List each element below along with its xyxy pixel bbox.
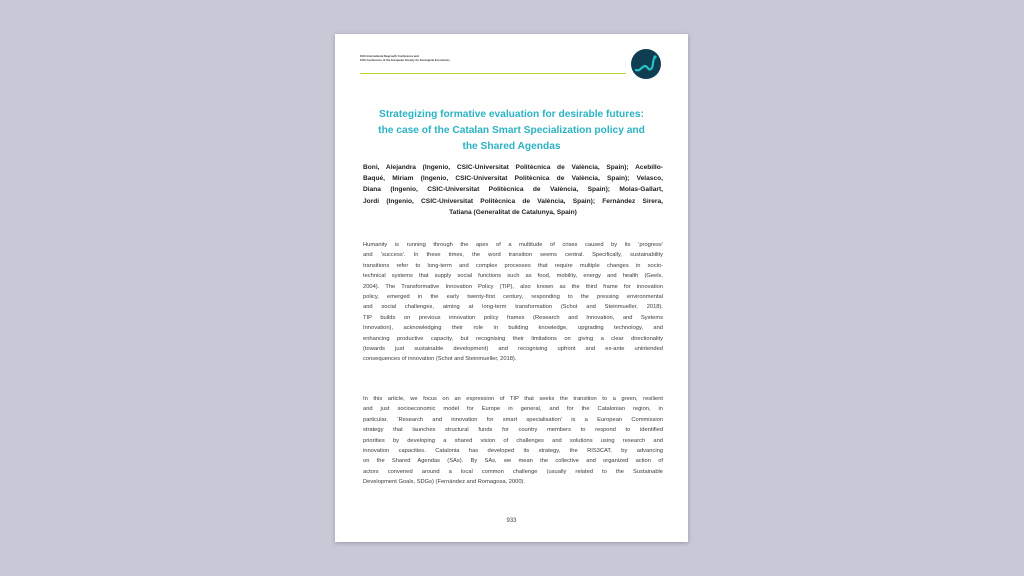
title-line: Strategizing formative evaluation for desirable futures:	[379, 109, 644, 120]
text-line: enhancing productive capacity, but recognising their limitations on giving a clear directionality	[363, 335, 663, 342]
conference-header	[360, 54, 660, 62]
title-line: the Shared Agendas	[462, 141, 561, 152]
text-line: consequences of innovation (Schot and Steinmueller, 2018).	[363, 356, 517, 363]
text-line: on the Shared Agendas (SAs). By SAs, we mean the collective and organized action of	[363, 458, 663, 465]
title-line: the case of the Catalan Smart Specialization policy and	[378, 125, 645, 136]
text-line: TIP builds on previous innovation policy frames (Research and Innovation, and Systems	[363, 314, 663, 321]
author-line: Tatiana (Generalitat de Catalunya, Spain)	[449, 208, 577, 216]
text-line: actors convened around a local common challenge (usually related to the Sustainable	[363, 468, 663, 475]
text-line: particular. ‘Research and innovation for smart specialisation’ is a European Commission	[363, 416, 663, 423]
author-line: Baqué, Miriam (Ingenio, CSIC-Universitat Politècnica de València, Spain); Velasco,	[363, 175, 663, 183]
header-divider	[360, 73, 626, 74]
paper-title	[355, 107, 668, 155]
text-line: Humanity is running through the apex of a multitude of crises caused by its ‘progress’	[363, 242, 663, 248]
text-line: Innovation), acknowledging their role in building knowledge, upgrading technology, and	[363, 325, 663, 332]
author-line: Diana (Ingenio, CSIC-Universitat Politècnica de València, Spain); Molas-Gallart,	[363, 186, 663, 194]
text-line: and just socioeconomic model for Europe in general, and for the Catalonian region, in	[363, 406, 663, 413]
text-line: transitions refer to long-term and complex processes that require multiple changes in socio-	[363, 262, 663, 269]
header-line-2: 15th Conference of the European Society for Ecological Economics	[360, 58, 450, 62]
header-line-1: 10th International Degrowth Conference and	[360, 54, 419, 58]
text-line: and social challenges, aiming at long-term transformation (Schot and Steinmueller, 2018).	[363, 304, 663, 311]
text-line: priorities by developing a shared vision of challenges and solutions using research and	[363, 437, 663, 444]
author-list	[363, 162, 663, 218]
text-line: (towards just sustainable development) and recognising upfront and ex-ante unintended	[363, 346, 663, 353]
document-page	[335, 34, 688, 542]
text-line: In this article, we focus on an expression of TIP that seeks the transition to a green, resilient	[363, 396, 663, 402]
text-line: 2004). The Transformative Innovation Policy (TIP), also known as the third frame for innovation	[363, 283, 663, 290]
text-line: innovation capacities. Catalonia has developed its strategy, the RIS3CAT, by advancing	[363, 448, 663, 455]
author-line: Boni, Alejandra (Ingenio, CSIC-Universitat Politècnica de València, Spain); Acebillo-	[363, 164, 663, 171]
page-number: 933	[506, 518, 517, 524]
text-line: Development Goals, SDGs) (Fernández and Romagosa, 2000).	[363, 479, 526, 486]
paragraph-1	[363, 240, 663, 365]
conference-logo-icon	[631, 49, 661, 79]
author-line: Jordi (Ingenio, CSIC-Universitat Politècnica de València, Spain); Fernández Sirera,	[363, 197, 663, 205]
text-line: and ‘success’. In these times, the word transition seems central. Specifically, sustainability	[363, 252, 663, 259]
text-line: strategy that launches structural funds for country members to respond to identified	[363, 427, 663, 434]
paragraph-2	[363, 394, 663, 488]
text-line: policy, emerged in the early twenty-first century, responding to the pressing environmental	[363, 294, 663, 301]
text-line: technical systems that supply social functions such as food, mobility, energy and health (Geels,	[363, 273, 663, 280]
